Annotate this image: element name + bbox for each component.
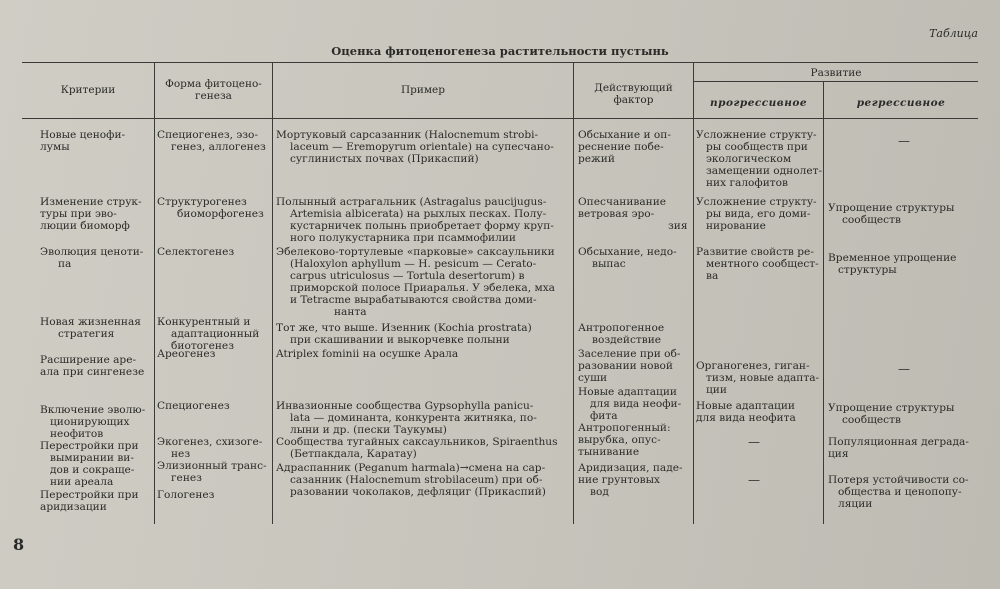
row-7-regressive: Популяционная деграда- ция [828, 436, 969, 461]
row-2-progressive: Усложнение структу- ры вида, его доми- нирование [696, 196, 817, 233]
header-factor: Действующий фактор [594, 82, 673, 106]
row-1-form: Специогенез, эзо- генез, аллогенез [157, 129, 266, 154]
row-6-factor: Новые адаптации для вида неофи- фита [578, 386, 682, 423]
row-4-form: Конкурентный и адаптационный биотогенез [157, 316, 260, 353]
row-3-regressive: Временное упрощение структуры [828, 252, 957, 277]
column-divider [693, 62, 694, 524]
row-6-regressive: Упрощение структуры сообществ [828, 402, 955, 427]
row-3-example: Эбелеково-тортулевые «парковые» саксаульники (Haloxylon aphyllum — H. pesicum — Cerato- carpus utriculosus — Tortula desertorum) в приморской полосе Приаралья. У эбелека, мха и Tetracme вырабатываются свойства доми- нанта [276, 246, 555, 319]
header-bottom-rule [22, 118, 978, 119]
row-7-progressive: — [748, 435, 760, 449]
row-2-form: Структурогенез биоморфогенез [157, 196, 264, 221]
row-6-example: Инвазионные сообщества Gypsophylla panicu- lata — доминанта, конкурента житняка, по- лыни и др. (пески Таукумы) [276, 400, 537, 437]
table-caption: Оценка фитоценогенеза растительности пустынь [331, 44, 669, 58]
row-8-form: Гологенез [157, 489, 215, 501]
row-5-regressive: — [898, 362, 910, 376]
row-1-criteria: Новые ценофи- лумы [40, 129, 126, 154]
row-6-form: Специогенез [157, 400, 230, 412]
row-7-factor: Антропогенный: вырубка, опус- тынивание [578, 422, 671, 459]
row-1-factor: Обсыхание и оп- реснение побе- режий [578, 129, 671, 166]
row-5-criteria: Расширение аре- ала при сингенезе [40, 354, 145, 379]
row-6-criteria: Включение эволю- ционирующих неофитов [40, 404, 146, 441]
row-2-regressive: Упрощение структуры сообществ [828, 202, 955, 227]
row-4-factor: Антропогенное воздействие [578, 322, 665, 347]
row-3-factor: Обсыхание, недо- выпас [578, 246, 677, 271]
row-1-progressive: Усложнение структу- ры сообществ при экологическом замещении однолет- них галофитов [696, 129, 823, 190]
header-development: Развитие [810, 67, 862, 79]
header-criteria: Критерии [60, 84, 116, 96]
row-8-example: Адраспанник (Peganum harmala)→смена на сар- сазанник (Halocnemum strobilaceum) при об- разовании чоколаков, дефляциг (Прикаспий) [276, 462, 546, 499]
row-5-progressive: Органогенез, гиган- тизм, новые адапта- ции [696, 360, 820, 397]
row-5-factor: Заселение при об- разовании новой суши [578, 348, 681, 385]
row-5-example: Atriplex fominii на осушке Арала [276, 348, 459, 360]
row-2-criteria: Изменение струк- туры при эво- люции биоморф [40, 196, 142, 233]
row-8-factor: Аридизация, паде- ние грунтовых вод [578, 462, 683, 499]
row-7-form: Экогенез, схизоге- нез Элизионный транс- генез [157, 436, 267, 485]
row-2-example: Полынный астрагальник (Astragalus paucijugus- Artemisia albicerata) на рыхлых песках. Полу- кустарничек полынь приобретает форму круп- ного полукустарника при псаммофилии [276, 196, 554, 245]
row-7-criteria: Перестройки при вымирании ви- дов и сокраще- нии ареала [40, 440, 139, 489]
header-example: Пример [401, 84, 445, 96]
table-top-rule [22, 62, 978, 63]
row-1-regressive: — [898, 134, 910, 148]
page-number: 8 [13, 535, 25, 554]
header-form: Форма фитоцено- генеза [165, 78, 262, 102]
row-3-progressive: Развитие свойств ре- ментного сообщест- ва [696, 246, 819, 283]
row-4-example: Тот же, что выше. Изенник (Kochia prostrata) при скашивании и выкорчевке полыни [276, 322, 532, 347]
row-8-regressive: Потеря устойчивости со- общества и ценопопу- ляции [828, 474, 969, 511]
row-6-progressive: Новые адаптации для вида неофита [696, 400, 796, 425]
column-divider [272, 62, 273, 524]
row-5-form: Ареогенез [157, 348, 216, 360]
development-subheader-rule [693, 81, 978, 82]
row-1-example: Мортуковый сарсазанник (Halocnemum strobi- laceum — Eremopyrum orientale) на супесчано- суглинистых почвах (Прикаспий) [276, 129, 554, 166]
row-7-example: Сообщества тугайных саксаульников, Spiraenthus (Бетпакдала, Каратау) [276, 436, 558, 461]
row-2-factor: Опесчанивание ветровая эро- зия [578, 196, 688, 233]
table-label: Таблица [929, 27, 978, 40]
column-divider [154, 62, 155, 524]
column-divider [823, 81, 824, 524]
row-8-criteria: Перестройки при аридизации [40, 489, 139, 514]
header-progressive: прогрессивное [709, 97, 808, 109]
column-divider [573, 62, 574, 524]
row-3-criteria: Эволюция ценоти- па [40, 246, 144, 271]
row-3-form: Селектогенез [157, 246, 235, 258]
header-regressive: регрессивное [856, 97, 946, 109]
row-8-progressive: — [748, 473, 760, 487]
row-4-criteria: Новая жизненная стратегия [40, 316, 141, 341]
